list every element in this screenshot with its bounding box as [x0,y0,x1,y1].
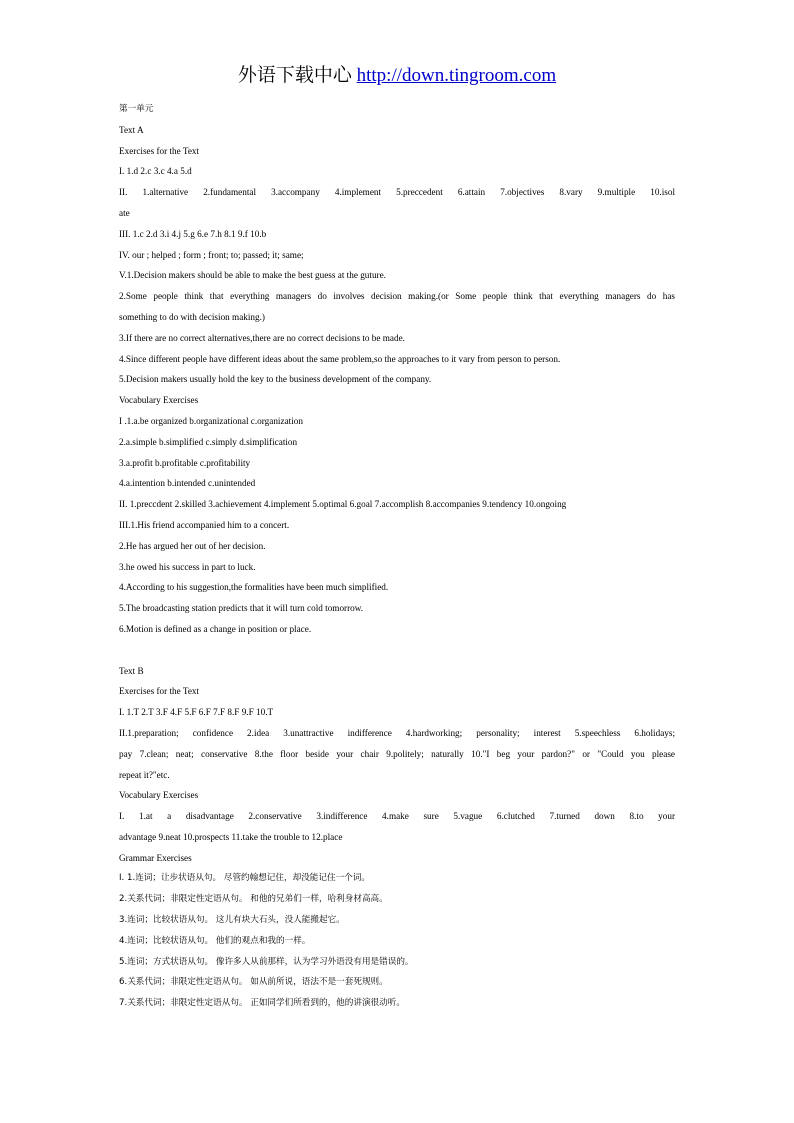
text-a-ex2-line2: ate [119,207,130,218]
text-b-g6: 6.关系代词；非限定性定语从句。 如从前所说，语法不是一套死规则。 [119,977,388,988]
text-a-ex5-4: 4.Since different people have different ideas about the same problem,so the approaches to it vary from person to person. [119,353,561,364]
text-a-v1-4: 4.a.intention b.intended c.unintended [119,478,256,489]
text-a-ex1: I. 1.d 2.c 3.c 4.a 5.d [119,166,192,177]
text-a-ex5-2-line1: 2.Some people think that everything managers do involves decision making.(or Some people think that everything managers do has [119,291,675,302]
text-b-g7: 7.关系代词；非限定性定语从句。 正如同学们所看到的，他的讲演很动听。 [119,998,405,1009]
text-b-grammar-heading: Grammar Exercises [119,852,192,863]
text-a-v3-4: 4.According to his suggestion,the formalities have been much simplified. [119,582,389,593]
text-b-exercises-heading: Exercises for the Text [119,686,200,697]
text-a-ex3: III. 1.c 2.d 3.i 4.j 5.g 6.e 7.h 8.1 9.f 10.b [119,228,267,239]
text-a-v1-3: 3.a.profit b.profitable c.profitability [119,457,251,468]
text-a-ex5-1: V.1.Decision makers should be able to make the best guess at the guture. [119,270,386,281]
text-b-ex2-line2: pay 7.clean; neat; conservative 8.the floor beside your chair 9.politely; naturally 10."I beg your pardon?" or "Could you please [119,748,675,759]
text-a-ex2-line1: II. 1.alternative 2.fundamental 3.accompany 4.implement 5.preccedent 6.attain 7.objectives 8.vary 9.multiple 10.isol [119,187,675,198]
text-a-v3-5: 5.The broadcasting station predicts that it will turn cold tomorrow. [119,603,364,614]
text-b-g4: 4.连词；比较状语从句。 他们的观点和我的一样。 [119,935,311,946]
text-b-g5: 5.连词；方式状语从句。 像许多人从前那样，认为学习外语没有用是错误的。 [119,956,414,967]
text-a-v3-3: 3.he owed his success in part to luck. [119,561,256,572]
unit-title: 第一单元 [119,104,154,114]
text-a-heading: Text A [119,124,144,135]
text-a-ex5-3: 3.If there are no correct alternatives,there are no correct decisions to be made. [119,332,405,343]
text-b-v1-line1: I. 1.at a disadvantage 2.conservative 3.indifference 4.make sure 5.vague 6.clutched 7.turned down 8.to your [119,811,675,822]
text-a-vocab-heading: Vocabulary Exercises [119,395,199,406]
text-b-ex2-line1: II.1.preparation; confidence 2.idea 3.unattractive indifference 4.hardworking; personality; interest 5.speechless 6.holidays; [119,727,675,738]
text-a-exercises-heading: Exercises for the Text [119,145,200,156]
text-a-v2: II. 1.preccdent 2.skilled 3.achievement 4.implement 5.optimal 6.goal 7.accomplish 8.accompanies 9.tendency 10.ongoing [119,499,567,510]
text-b-v1-line2: advantage 9.neat 10.prospects 11.take the trouble to 12.place [119,831,343,842]
text-b-g3: 3.连词；比较状语从句。 这儿有块大石头，没人能搬起它。 [119,915,345,926]
text-a-v1-2: 2.a.simple b.simplified c.simply d.simplification [119,436,298,447]
document-body [119,99,675,1014]
text-b-heading: Text B [119,665,144,676]
section-spacer [119,640,675,661]
page-header [0,60,794,87]
text-a-v3-2: 2.He has argued her out of her decision. [119,540,266,551]
text-a-ex5-2-line2: something to do with decision making.) [119,311,265,322]
text-b-ex1: I. 1.T 2.T 3.F 4.F 5.F 6.F 7.F 8.F 9.F 10.T [119,707,274,718]
text-a-ex4: IV. our ; helped ; form ; front; to; passed; it; same; [119,249,304,260]
text-a-ex5-5: 5.Decision makers usually hold the key to the business development of the company. [119,374,432,385]
text-b-ex2-line3: repeat it?"etc. [119,769,170,780]
site-name: 外语下载中心 [237,65,352,86]
text-a-v3-1: III.1.His friend accompanied him to a concert. [119,519,290,530]
text-b-vocab-heading: Vocabulary Exercises [119,790,199,801]
text-a-v1-1: I .1.a.be organized b.organizational c.organization [119,415,303,426]
text-b-g2: 2.关系代词；非限定性定语从句。 和他的兄弟们一样，哈利身材高高。 [119,894,388,905]
text-a-v3-6: 6.Motion is defined as a change in position or place. [119,623,312,634]
text-b-g1: I. 1.连词；让步状语从句。 尽管约翰想记住，却没能记住一个词。 [119,873,370,884]
site-url-link[interactable]: http://down.tingroom.com [356,65,557,86]
